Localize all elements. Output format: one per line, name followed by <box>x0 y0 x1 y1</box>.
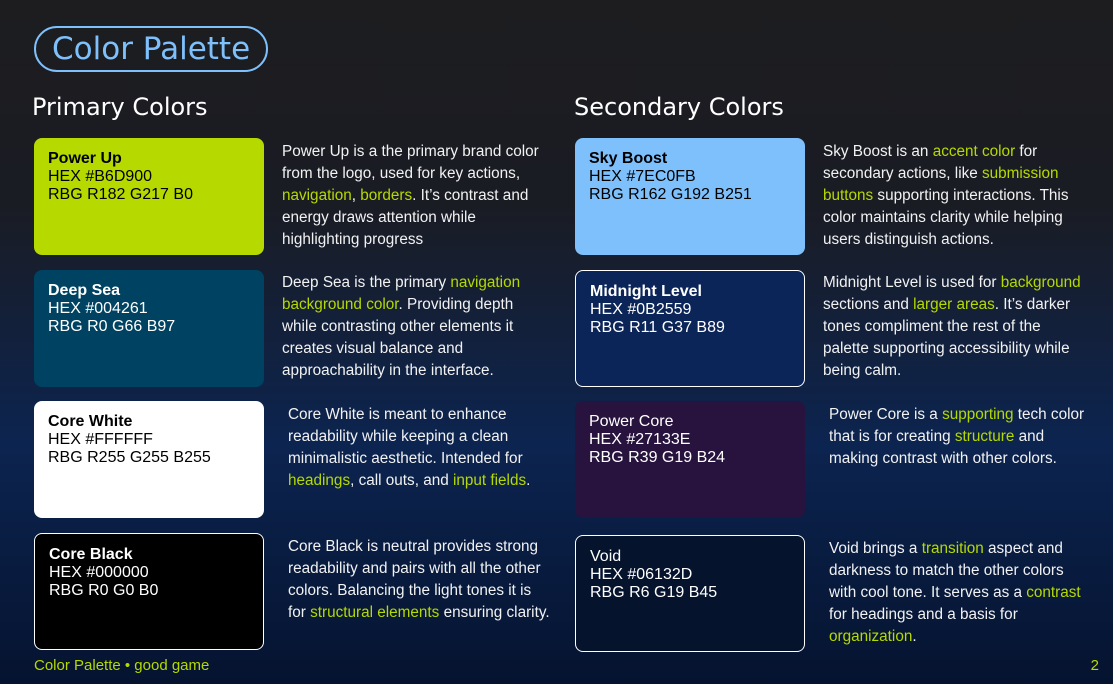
description-text: ensuring clarity. <box>439 604 550 621</box>
swatch-name: Sky Boost <box>589 150 668 167</box>
swatch-hex: HEX #7EC0FB <box>589 168 696 185</box>
primary-colors-heading: Primary Colors <box>32 93 208 121</box>
page-number: 2 <box>1090 657 1099 674</box>
highlight-term: larger areas <box>913 296 995 313</box>
description-midnight-level <box>823 272 1085 382</box>
description-power-core <box>829 404 1091 470</box>
description-text: Power Core is a <box>829 406 943 423</box>
swatch-hex: HEX #0B2559 <box>590 301 692 318</box>
swatch-name: Core White <box>48 413 133 430</box>
highlight-term: accent color <box>932 143 1016 160</box>
highlight-term: supporting <box>942 406 1014 423</box>
swatch-hex: HEX #06132D <box>590 566 693 583</box>
description-text: Core Black is neutral provides strong readability and pairs with all the other colors. Balancing the light tones it is for <box>288 538 541 621</box>
description-text: . It’s darker tones compliment the rest of the palette supporting accessibility while being calm. <box>823 296 1071 379</box>
swatch-rgb: RBG R255 G255 B255 <box>48 449 211 466</box>
description-sky-boost <box>823 141 1085 251</box>
swatch-name: Deep Sea <box>48 282 121 299</box>
swatch-rgb: RBG R39 G19 B24 <box>589 449 726 466</box>
highlight-term: background <box>1000 274 1081 291</box>
swatch-rgb: RBG R0 G0 B0 <box>49 582 159 599</box>
secondary-colors-heading: Secondary Colors <box>574 93 784 121</box>
swatch-rgb: RBG R11 G37 B89 <box>590 319 725 336</box>
description-text: and making contrast with other colors. <box>829 428 1057 467</box>
swatch-rgb: RBG R182 G217 B0 <box>48 186 193 203</box>
description-core-black <box>288 536 550 624</box>
highlight-term: headings <box>288 472 351 489</box>
description-text: Sky Boost is an <box>823 143 933 160</box>
highlight-term: navigation background color <box>282 274 521 313</box>
swatch-rgb: RBG R162 G192 B251 <box>589 186 752 203</box>
swatch-name: Core Black <box>49 546 133 563</box>
description-text: , <box>351 187 361 204</box>
highlight-term: transition <box>921 540 984 557</box>
description-text: . <box>912 628 917 645</box>
description-text: , call outs, and <box>350 472 453 489</box>
swatch-power-core <box>575 401 805 518</box>
swatch-hex: HEX #FFFFFF <box>48 431 153 448</box>
highlight-term: contrast <box>1026 584 1081 601</box>
swatch-hex: HEX #27133E <box>589 431 691 448</box>
description-power-up <box>282 141 544 251</box>
footer-text: Color Palette • good game <box>34 657 210 674</box>
highlight-term: organization <box>829 628 913 645</box>
description-text: . Providing depth while contrasting other elements it creates visual balance and approachability in the interface. <box>282 296 514 379</box>
highlight-term: structure <box>954 428 1015 445</box>
swatch-hex: HEX #B6D900 <box>48 168 153 185</box>
highlight-term: structural elements <box>310 604 440 621</box>
description-text: sections and <box>823 296 914 313</box>
swatch-hex: HEX #004261 <box>48 300 148 317</box>
highlight-term: borders <box>360 187 413 204</box>
swatch-name: Power Up <box>48 150 122 167</box>
description-text: aspect and darkness to match the other colors with cool tone. It serves as a <box>829 540 1064 601</box>
swatch-sky-boost <box>575 138 805 255</box>
swatch-midnight-level <box>575 270 805 387</box>
swatch-core-black <box>34 533 264 650</box>
description-text: for headings and a basis for <box>829 606 1018 623</box>
swatch-hex: HEX #000000 <box>49 564 149 581</box>
highlight-term: navigation <box>282 187 352 204</box>
swatch-deep-sea <box>34 270 264 387</box>
swatch-name: Void <box>590 548 622 565</box>
highlight-term: submission buttons <box>823 165 1059 204</box>
description-text: . It’s contrast and energy draws attention while highlighting progress <box>282 187 529 248</box>
description-text: for secondary actions, like <box>823 143 1038 182</box>
palette-title-badge <box>34 26 268 72</box>
description-void <box>829 538 1091 648</box>
swatch-name: Power Core <box>589 413 674 430</box>
page-title: Color Palette <box>52 31 251 67</box>
swatch-void <box>575 535 805 652</box>
swatch-name: Midnight Level <box>590 283 702 300</box>
swatch-core-white <box>34 401 264 518</box>
description-text: tech color that is for creating <box>829 406 1085 445</box>
description-text: . <box>526 472 531 489</box>
description-text: Core White is meant to enhance readability while keeping a clean minimalistic aesthetic. Intended for <box>288 406 523 467</box>
description-core-white <box>288 404 550 492</box>
description-text: Deep Sea is the primary <box>282 274 451 291</box>
swatch-rgb: RBG R0 G66 B97 <box>48 318 176 335</box>
swatch-power-up <box>34 138 264 255</box>
description-text: Power Up is a the primary brand color from the logo, used for key actions, <box>282 143 539 182</box>
highlight-term: input fields <box>452 472 527 489</box>
description-text: Midnight Level is used for <box>823 274 1001 291</box>
swatch-rgb: RBG R6 G19 B45 <box>590 584 718 601</box>
description-deep-sea <box>282 272 544 382</box>
description-text: supporting interactions. This color maintains clarity while helping users distinguish actions. <box>823 187 1069 248</box>
description-text: Void brings a <box>829 540 922 557</box>
